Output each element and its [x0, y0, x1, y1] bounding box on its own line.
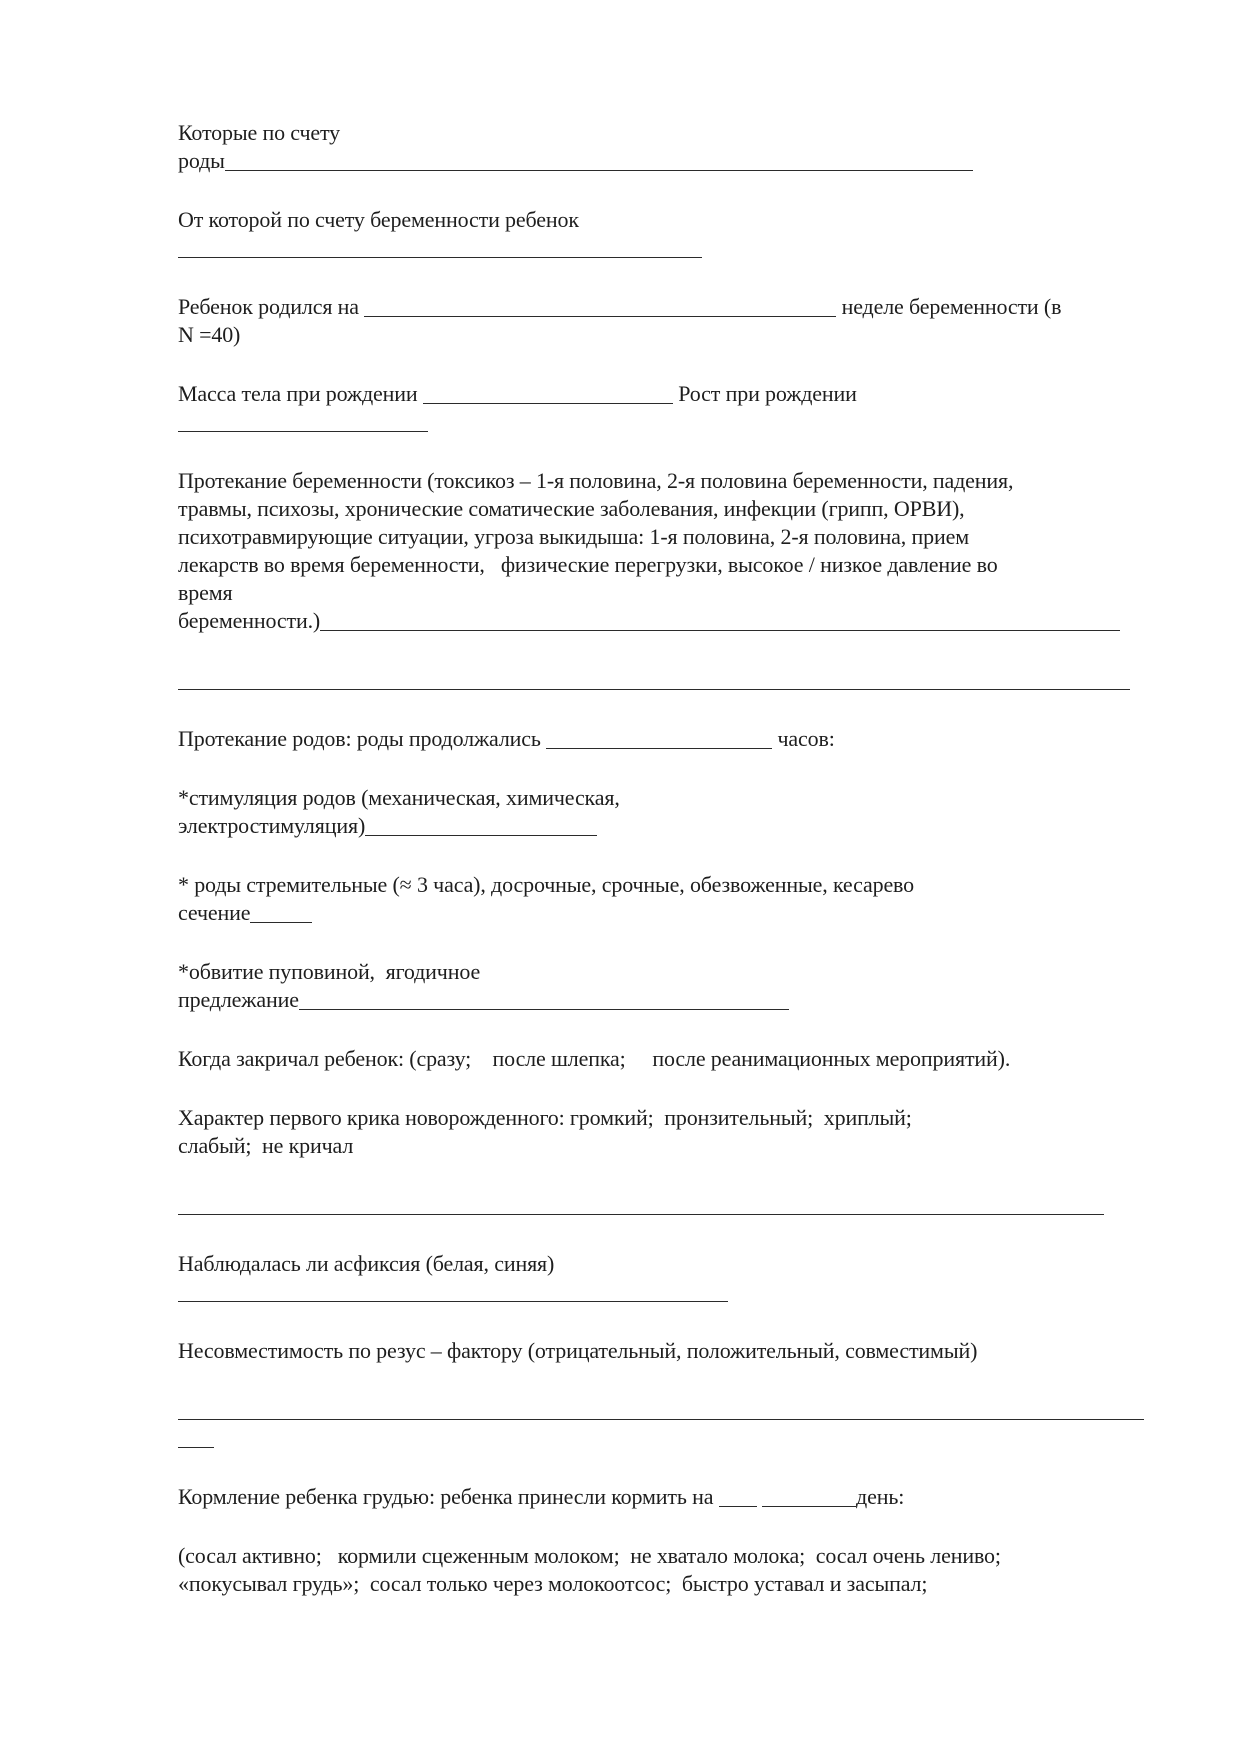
- asphyxia-label: Наблюдалась ли асфиксия (белая, синяя): [178, 1251, 555, 1276]
- pregnancy-number-row: [178, 235, 702, 261]
- pregnancy-number-label: От которой по счету беременности ребенок: [178, 207, 579, 232]
- breastfeeding-field-1[interactable]: [719, 1487, 757, 1507]
- pregnancy-number-field[interactable]: [178, 238, 702, 258]
- asphyxia-field[interactable]: [178, 1282, 728, 1302]
- stimulation-label-cont: электростимуляция): [178, 813, 366, 838]
- gestation-week-norm: N =40): [178, 322, 241, 347]
- cord-row: [178, 987, 789, 1013]
- stimulation-row: [178, 813, 597, 839]
- gestation-week-row: [178, 294, 1061, 320]
- labor-type-label: * роды стремительные (≈ 3 часа), досрочные, срочные, обезвоженные, кесарево: [178, 872, 914, 897]
- labor-type-field[interactable]: [250, 903, 312, 923]
- birth-order-row: [178, 148, 973, 174]
- labor-duration-row: [178, 726, 835, 752]
- pregnancy-course-row-2: [178, 667, 1130, 693]
- breastfeeding-label: Кормление ребенка грудью: ребенка принесли кормить на: [178, 1484, 719, 1509]
- cord-label: *обвитие пуповиной, ягодичное: [178, 959, 481, 984]
- pregnancy-course-text-1: Протекание беременности (токсикоз – 1-я половина, 2-я половина беременности, падения,: [178, 468, 1014, 493]
- breastfeeding-options-1: (сосал активно; кормили сцеженным молоком; не хватало молока; сосал очень лениво;: [178, 1543, 1001, 1568]
- birth-height-field[interactable]: [178, 412, 428, 432]
- rhesus-label: Несовместимость по резус – фактору (отрицательный, положительный, совместимый): [178, 1338, 978, 1363]
- rhesus-field[interactable]: [178, 1400, 1144, 1420]
- birth-order-label-cont: роды: [178, 148, 225, 173]
- breastfeeding-field-2[interactable]: [762, 1487, 856, 1507]
- labor-duration-field[interactable]: [546, 729, 772, 749]
- rhesus-row: [178, 1397, 1144, 1423]
- breastfeeding-day-label: день:: [856, 1484, 905, 1509]
- birth-weight-field[interactable]: [423, 384, 673, 404]
- stimulation-label: *стимуляция родов (механическая, химическая,: [178, 785, 620, 810]
- cord-field[interactable]: [299, 990, 789, 1010]
- birth-weight-label: Масса тела при рождении: [178, 381, 423, 406]
- birth-height-label: Рост при рождении: [672, 381, 857, 406]
- pregnancy-course-field[interactable]: [320, 611, 1120, 631]
- first-cry-character-field[interactable]: [178, 1195, 1104, 1215]
- first-cry-character-label: Характер первого крика новорожденного: громкий; пронзительный; хриплый;: [178, 1105, 912, 1130]
- pregnancy-course-text-4: лекарств во время беременности, физические перегрузки, высокое / низкое давление во: [178, 552, 998, 577]
- rhesus-row-2: [178, 1425, 214, 1451]
- birth-weight-row: [178, 381, 857, 407]
- pregnancy-course-text-5: время: [178, 580, 233, 605]
- first-cry-character-label-cont: слабый; не кричал: [178, 1133, 354, 1158]
- pregnancy-course-text-6: беременности.): [178, 608, 321, 633]
- birth-height-row: [178, 409, 428, 435]
- labor-type-row: [178, 900, 312, 926]
- pregnancy-course-field-2[interactable]: [178, 670, 1130, 690]
- pregnancy-course-text-2: травмы, психозы, хронические соматические заболевания, инфекции (грипп, ОРВИ),: [178, 496, 965, 521]
- gestation-week-label-after: неделе беременности (в: [836, 294, 1062, 319]
- pregnancy-course-row: [178, 608, 1120, 634]
- pregnancy-course-text-3: психотравмирующие ситуации, угроза выкидыша: 1-я половина, 2-я половина, прием: [178, 524, 969, 549]
- first-cry-character-row: [178, 1192, 1104, 1218]
- stimulation-field[interactable]: [365, 816, 597, 836]
- labor-duration-unit: часов:: [772, 726, 835, 751]
- asphyxia-row: [178, 1279, 728, 1305]
- first-cry-time-label: Когда закричал ребенок: (сразу; после шлепка; после реанимационных мероприятий).: [178, 1046, 1011, 1071]
- gestation-week-field[interactable]: [364, 297, 836, 317]
- cord-label-cont: предлежание: [178, 987, 299, 1012]
- breastfeeding-row: [178, 1484, 904, 1510]
- labor-duration-label: Протекание родов: роды продолжались: [178, 726, 547, 751]
- birth-order-label: Которые по счету: [178, 120, 341, 145]
- rhesus-field-cont[interactable]: [178, 1428, 214, 1448]
- gestation-week-label: Ребенок родился на: [178, 294, 365, 319]
- birth-order-field[interactable]: [225, 151, 973, 171]
- breastfeeding-options-2: «покусывал грудь»; сосал только через молокоотсос; быстро уставал и засыпал;: [178, 1571, 928, 1596]
- labor-type-label-cont: сечение: [178, 900, 251, 925]
